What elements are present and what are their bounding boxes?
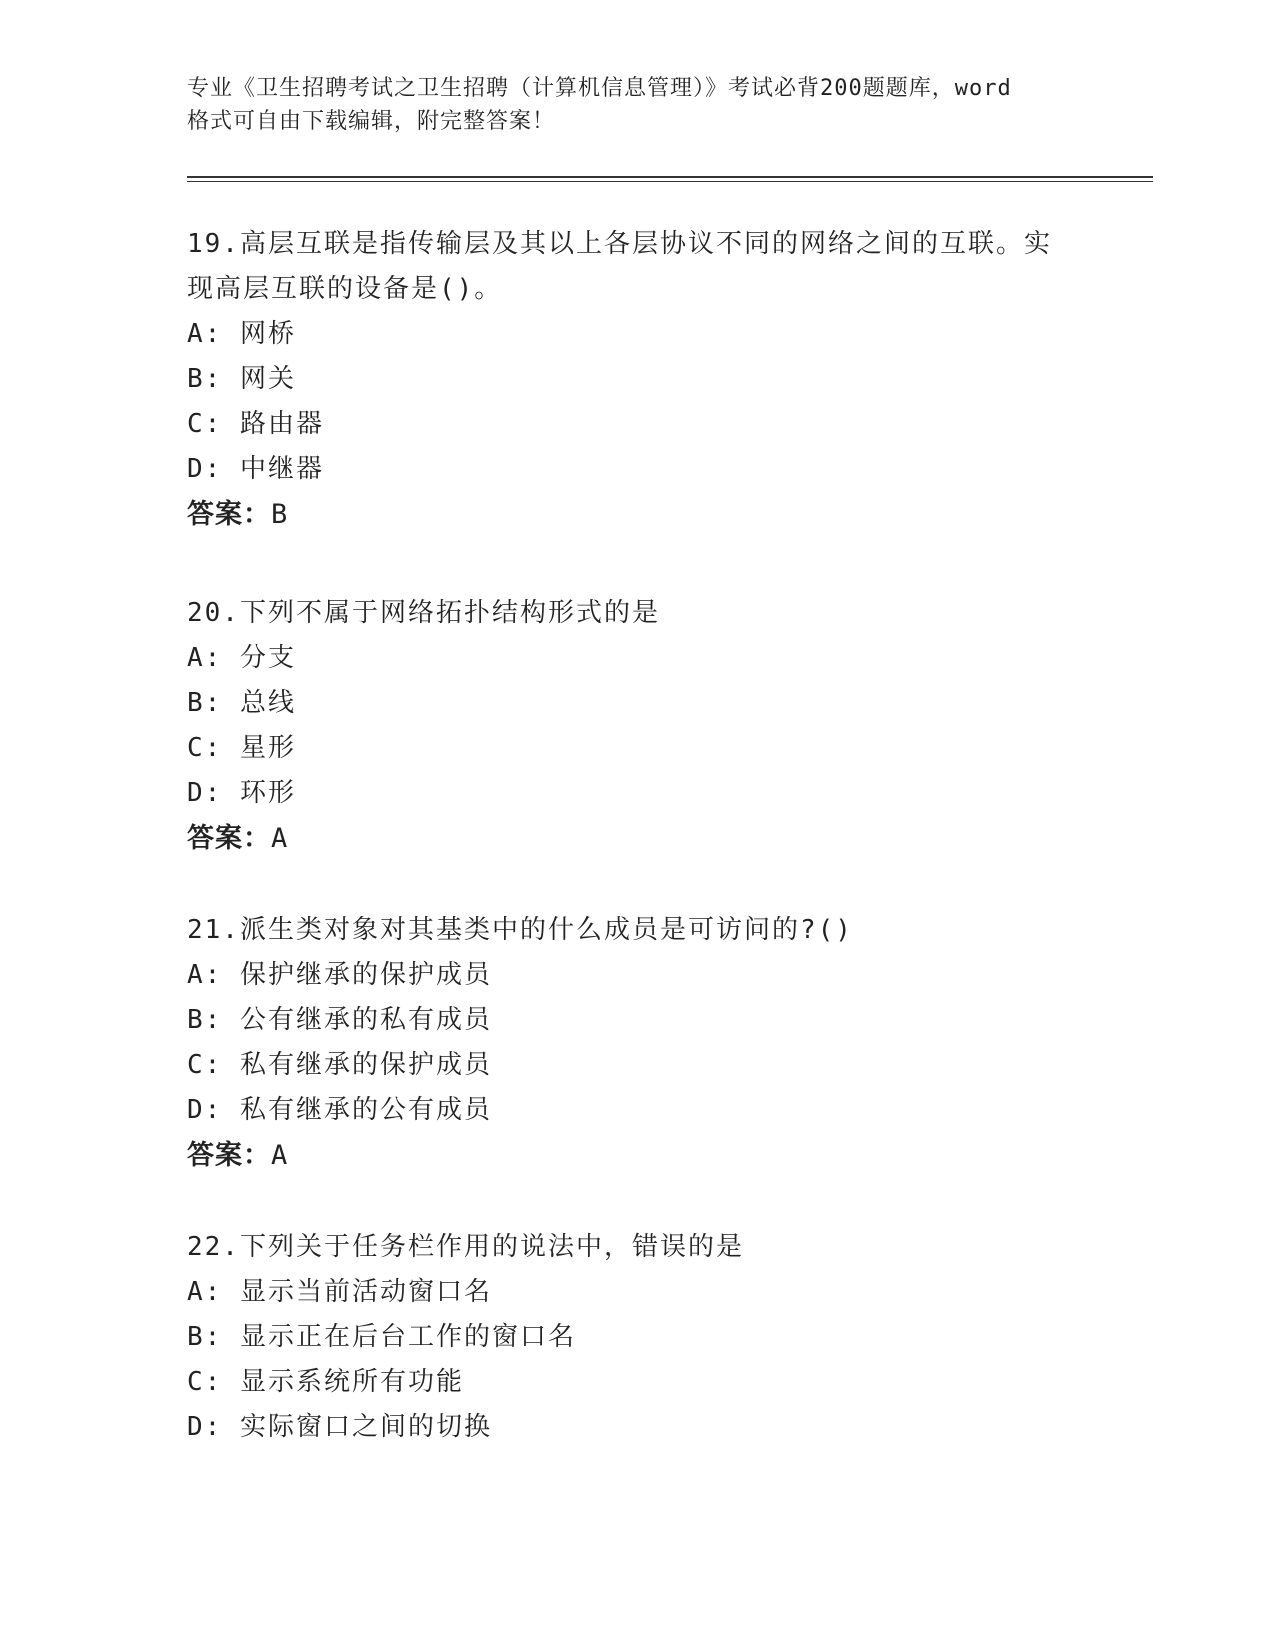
- answer-label: 答案：: [187, 1140, 271, 1171]
- option-c: C: 显示系统所有功能: [187, 1367, 464, 1397]
- header-line-1: 专业《卫生招聘考试之卫生招聘（计算机信息管理）》考试必背200题题库，word: [187, 76, 1012, 101]
- question-19: [187, 222, 1107, 537]
- option-d: D: 中继器: [187, 454, 324, 484]
- answer-label: 答案：: [187, 823, 271, 854]
- question-20: [187, 591, 1107, 861]
- question-stem-continued: 现高层互联的设备是()。: [187, 274, 503, 304]
- option-c: C: 路由器: [187, 409, 324, 439]
- answer-value: A: [271, 1140, 289, 1171]
- option-a: A: 网桥: [187, 319, 296, 349]
- answer: [187, 492, 1107, 537]
- question-stem: 19.高层互联是指传输层及其以上各层协议不同的网络之间的互联。实: [187, 229, 1052, 259]
- option-c: C: 星形: [187, 733, 296, 763]
- header-divider-thin: [187, 181, 1153, 182]
- question-21: [187, 908, 1107, 1178]
- document-header: [187, 72, 1087, 138]
- option-a: A: 保护继承的保护成员: [187, 960, 492, 990]
- answer-value: B: [271, 499, 289, 530]
- option-b: B: 网关: [187, 364, 296, 394]
- header-divider-thick: [187, 176, 1153, 178]
- answer-value: A: [271, 823, 289, 854]
- question-stem: 22.下列关于任务栏作用的说法中，错误的是: [187, 1232, 744, 1262]
- option-d: D: 私有继承的公有成员: [187, 1095, 492, 1125]
- option-b: B: 显示正在后台工作的窗口名: [187, 1322, 576, 1352]
- question-stem: 20.下列不属于网络拓扑结构形式的是: [187, 598, 660, 628]
- header-line-2: 格式可自由下载编辑，附完整答案！: [187, 109, 556, 134]
- option-c: C: 私有继承的保护成员: [187, 1050, 492, 1080]
- question-stem: 21.派生类对象对其基类中的什么成员是可访问的?(): [187, 915, 853, 945]
- answer: [187, 1133, 1107, 1178]
- option-d: D: 环形: [187, 778, 296, 808]
- option-a: A: 显示当前活动窗口名: [187, 1277, 492, 1307]
- option-a: A: 分支: [187, 643, 296, 673]
- answer: [187, 816, 1107, 861]
- option-d: D: 实际窗口之间的切换: [187, 1412, 492, 1442]
- answer-label: 答案：: [187, 499, 271, 530]
- option-b: B: 公有继承的私有成员: [187, 1005, 492, 1035]
- question-22: [187, 1225, 1107, 1450]
- option-b: B: 总线: [187, 688, 296, 718]
